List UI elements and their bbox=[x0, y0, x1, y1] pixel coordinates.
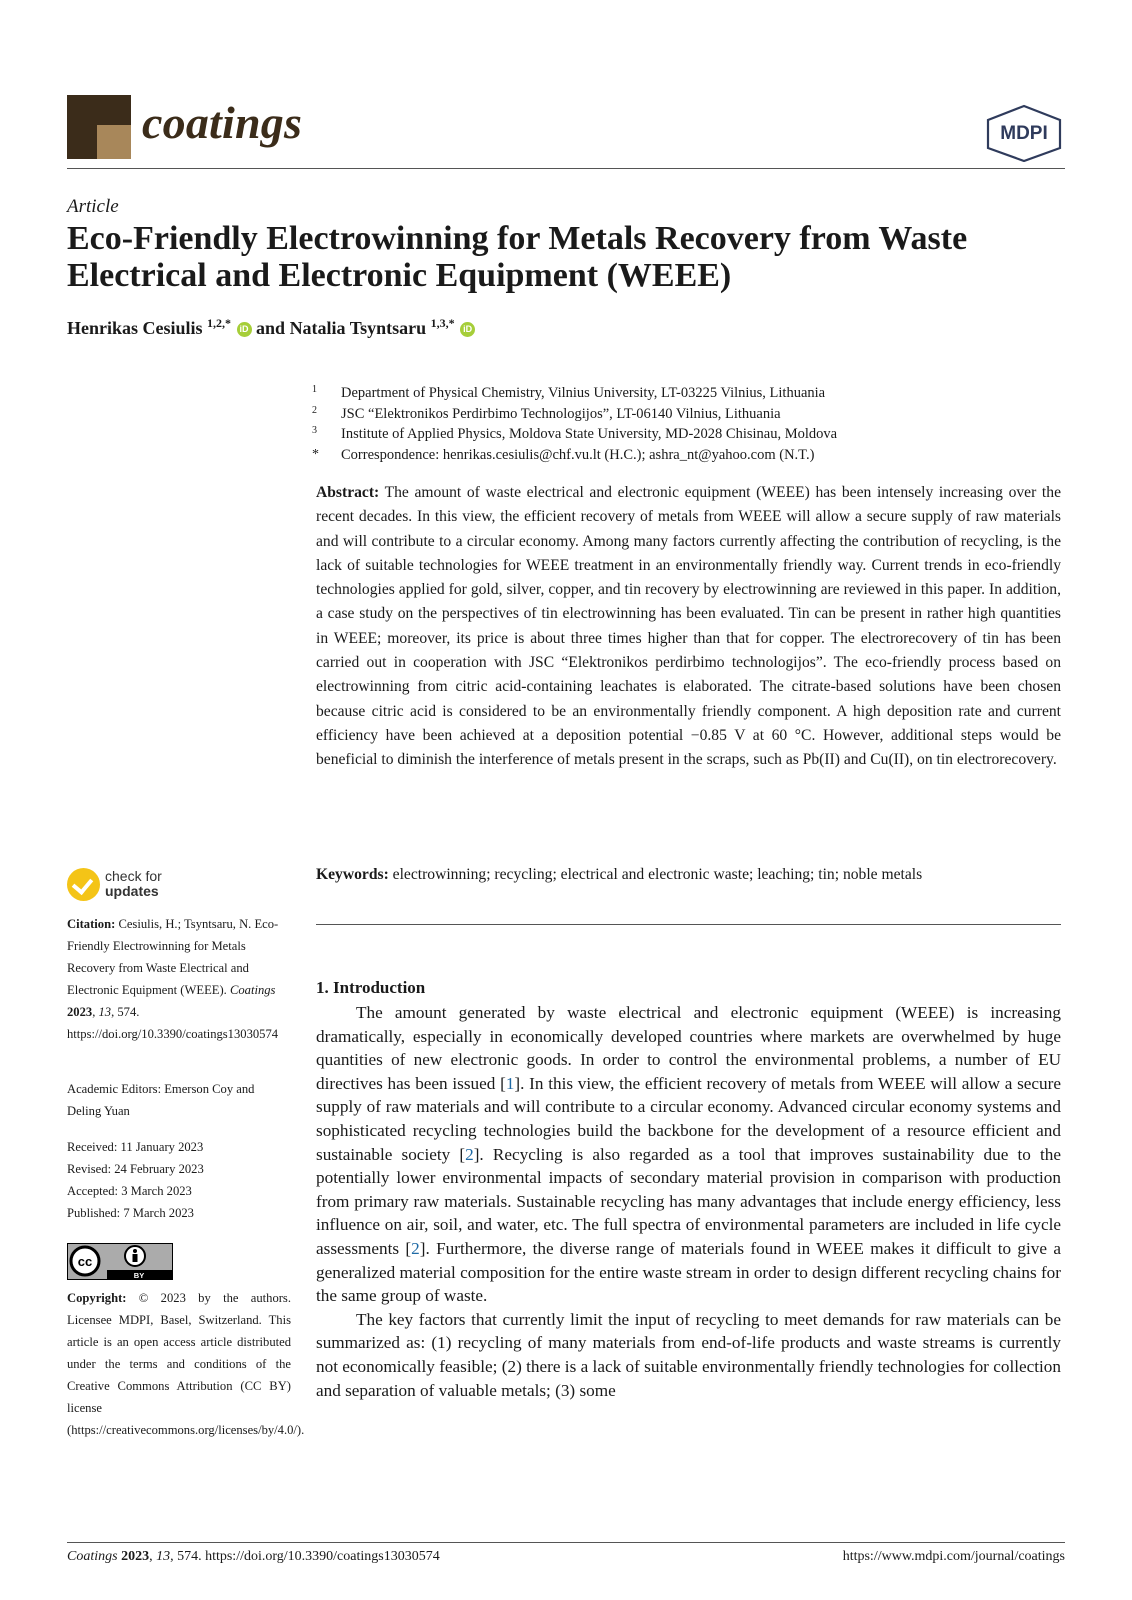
affiliation-item bbox=[312, 424, 837, 445]
check-for-updates-badge[interactable] bbox=[67, 868, 267, 906]
article-type: Article bbox=[67, 196, 119, 217]
citation-block: Citation: Cesiulis, H.; Tsyntsaru, N. Eco-Friendly Electrowinning for Metals Recovery from Waste Electrical and Electronic Equipment (WEEE). Coatings 2023, 13, 574. https://doi.org/10.3390/coatings13030574 bbox=[67, 917, 279, 1041]
author-name[interactable]: Henrikas Cesiulis bbox=[67, 318, 203, 338]
citation-link[interactable]: 2 bbox=[465, 1144, 474, 1164]
keywords bbox=[316, 866, 1061, 884]
abstract-text: The amount of waste electrical and electronic equipment (WEEE) has been intensely increasing over the recent decades. In this view, the efficient recovery of metals from WEEE will allow a secure supply of raw materials and will contribute to a circular economy. Among many factors currently affecting the contribution of recycling, is the lack of suitable technologies for WEEE treatment in an environmentally friendly way. Current trends in eco-friendly technologies applied for gold, silver, copper, and tin recovery by electrowinning are reviewed in this paper. In addition, a case study on the perspectives of tin electrowinning has been evaluated. Tin can be present in rather high quantities in WEEE; moreover, its price is about three times higher than that for copper. The electrorecovery of tin has been carried out in cooperation with JSC “Elektronikos perdirbimo technologijos”. The eco-friendly process based on electrowinning from citric acid-containing leachates is elaborated. The citrate-based solutions have been chosen because citric acid is considered to be an environmentally friendly component. A high deposition rate and current efficiency have been achieved at a deposition potential −0.85 V at 60 °C. However, additional steps would be beneficial to diminish the interference of metals present in the scraps, such as Pb(II) and Cu(II), on tin electrorecovery. bbox=[316, 484, 1061, 769]
check-updates-line2: updates bbox=[105, 883, 159, 899]
affiliation-text: Institute of Applied Physics, Moldova State University, MD-2028 Chisinau, Moldova bbox=[341, 426, 838, 442]
footer-doi-link[interactable]: , 574. https://doi.org/10.3390/coatings13030574 bbox=[170, 1549, 440, 1564]
check-updates-line1: check for bbox=[105, 868, 162, 884]
author-affiliation-marks: 1,3,* bbox=[430, 316, 455, 330]
abstract-label: Abstract: bbox=[316, 484, 380, 501]
footer-citation: Coatings 2023, 13, 574. https://doi.org/10.3390/coatings13030574 bbox=[67, 1549, 440, 1564]
date-accepted: Accepted: 3 March 2023 bbox=[67, 1184, 192, 1198]
citation-volume: 13 bbox=[98, 1005, 112, 1019]
citation-doi[interactable]: , 574. https://doi.org/10.3390/coatings13030574 bbox=[67, 1005, 279, 1041]
mdpi-logo-icon bbox=[985, 104, 1063, 162]
title-line-1: Eco-Friendly Electrowinning for Metals Recovery from Waste bbox=[67, 220, 968, 257]
cc-by-license-icon[interactable] bbox=[67, 1243, 173, 1280]
article-title bbox=[67, 220, 1067, 294]
affiliations bbox=[312, 383, 837, 465]
copyright-notice bbox=[67, 1287, 305, 1441]
header-divider bbox=[67, 168, 1065, 169]
affiliation-number: 1 bbox=[312, 384, 317, 395]
copyright-label: Copyright: bbox=[67, 1291, 127, 1305]
intro-paragraph: The amount generated by waste electrical and electronic equipment (WEEE) is increasing dramatically, especially in economically developed countries where markets are overwhelmed by huge quantities of new electronic goods. In order to control the environmental problems, a number of EU directives has been issued [1]. In this view, the efficient recovery of metals from WEEE will allow a secure supply of raw materials and will contribute to a circular economy. Advanced circular economy systems and sophisticated recycling technologies build the backbone for the development of a resource efficient and sustainable society [2]. Recycling is also regarded as a tool that improves sustainability due to the potentially lower environmental impacts of secondary material provision in comparison with production from primary raw materials. Sustainable recycling has many advantages that include energy efficiency, less influence on air, soil, and water, etc. The full spectra of environmental parameters are included in life cycle assessments [2]. Furthermore, the diverse range of materials found in WEEE makes it difficult to give a generalized material composition for the entire waste stream in order to design different recycling chains for the same group of waste. bbox=[316, 1003, 1062, 1306]
affiliation-item bbox=[312, 404, 837, 425]
orcid-icon[interactable]: iD bbox=[460, 322, 475, 337]
correspondence-text[interactable]: Correspondence: henrikas.cesiulis@chf.vu.lt (H.C.); ashra_nt@yahoo.com (N.T.) bbox=[341, 446, 815, 463]
date-received: Received: 11 January 2023 bbox=[67, 1140, 204, 1154]
academic-editors: Academic Editors: Emerson Coy and Deling Yuan bbox=[67, 1082, 255, 1118]
title-line-2: Electrical and Electronic Equipment (WEEE) bbox=[67, 257, 732, 294]
author-name[interactable]: Natalia Tsyntsaru bbox=[289, 318, 427, 338]
keywords-text: electrowinning; recycling; electrical and electronic waste; leaching; tin; noble metals bbox=[392, 866, 923, 883]
affiliation-number: 2 bbox=[312, 404, 317, 416]
cc-badge-text: cc bbox=[77, 1254, 93, 1269]
mdpi-logo-text: MDPI bbox=[1000, 123, 1048, 144]
footer-journal-url[interactable]: https://www.mdpi.com/journal/coatings bbox=[842, 1549, 1065, 1564]
affiliation-text: JSC “Elektronikos Perdirbimo Technologijos”, LT-06140 Vilnius, Lithuania bbox=[341, 405, 781, 422]
keywords-label: Keywords: bbox=[316, 866, 389, 883]
footer-divider bbox=[67, 1542, 1065, 1543]
journal-logo-icon bbox=[67, 95, 131, 159]
date-revised: Revised: 24 February 2023 bbox=[67, 1162, 204, 1176]
author-list bbox=[67, 316, 475, 339]
introduction-body bbox=[316, 1001, 1061, 1402]
author-affiliation-marks: 1,2,* bbox=[207, 316, 232, 330]
affiliation-text: Department of Physical Chemistry, Vilnius University, LT-03225 Vilnius, Lithuania bbox=[341, 385, 826, 401]
abstract-divider bbox=[316, 924, 1061, 925]
copyright-text: © 2023 by the authors. Licensee MDPI, Basel, Switzerland. This article is an open access article distributed under the terms and conditions of the Creative Commons Attribution (CC BY) license (https://creativecommons.org/licenses/by/4.0/). bbox=[67, 1291, 305, 1437]
intro-paragraph: The key factors that currently limit the input of recycling to meet demands for raw materials can be summarized as: (1) recycling of many materials from end-of-life products and waste streams is currently not economically feasible; (2) there is a lack of suitable environmentally friendly technologies for collection and separation of valuable metals; (3) some bbox=[316, 1309, 1061, 1400]
affiliation-item bbox=[312, 383, 837, 404]
citation-journal: Coatings bbox=[229, 983, 276, 997]
section-heading-introduction: 1. Introduction bbox=[316, 978, 426, 997]
correspondence-mark: * bbox=[312, 446, 319, 462]
citation-year: 2023 bbox=[67, 1005, 93, 1019]
date-published: Published: 7 March 2023 bbox=[67, 1206, 194, 1220]
check-icon bbox=[67, 868, 100, 901]
publication-dates bbox=[67, 1136, 291, 1224]
affiliation-number: 3 bbox=[312, 425, 317, 436]
by-badge-text: BY bbox=[133, 1271, 145, 1280]
orcid-icon[interactable]: iD bbox=[237, 322, 252, 337]
citation-link[interactable]: 2 bbox=[411, 1238, 420, 1258]
abstract bbox=[316, 481, 1061, 773]
citation-label: Citation: bbox=[67, 917, 116, 931]
author-conjunction: and bbox=[256, 318, 286, 338]
citation-link[interactable]: 1 bbox=[505, 1073, 515, 1093]
journal-name: coatings bbox=[142, 97, 303, 148]
correspondence-item bbox=[312, 445, 837, 466]
